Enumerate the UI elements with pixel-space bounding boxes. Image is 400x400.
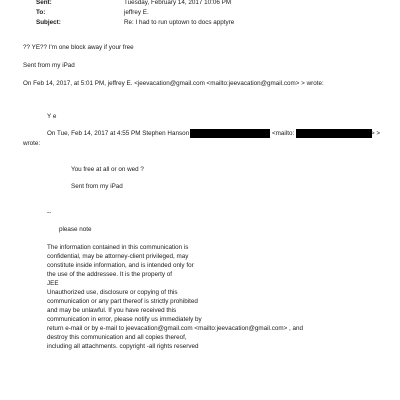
- to-value: jeffrey E.: [124, 9, 149, 16]
- sent-label: Sent:: [36, 0, 52, 6]
- disclaimer-line: communication in error, please notify us immediately by: [47, 316, 202, 323]
- disclaimer-line: Unauthorized use, disclosure or copying of this: [47, 289, 178, 296]
- redaction-bar: [190, 129, 270, 138]
- disclaimer-line: The information contained in this communication is: [47, 244, 189, 251]
- quote2-question: You free at all or on wed ?: [71, 166, 144, 173]
- disclaimer-line: the use of the addressee. It is the property of: [47, 271, 172, 278]
- quote1-text: Y e: [47, 113, 57, 120]
- reply-text: ?? YE?? I'm one block away if your free: [23, 44, 134, 51]
- reply-sent-from: Sent from my iPad: [23, 62, 75, 69]
- disclaimer-line: JEE: [47, 280, 59, 287]
- separator: --: [47, 209, 52, 216]
- disclaimer-line: constitute inside information, and is intended only for: [47, 262, 194, 269]
- subject-label: Subject:: [36, 19, 61, 26]
- redaction-bar: [296, 129, 372, 138]
- disclaimer-line: communication or any part thereof is strictly prohibited: [47, 298, 198, 305]
- disclaimer-line: confidential, may be attorney-client privileged, may: [47, 253, 189, 260]
- quote1-header: On Feb 14, 2017, at 5:01 PM, jeffrey E. <jeevacation@gmail.com <mailto:jeevacation@gmail.com> > wrote:: [23, 80, 324, 87]
- subject-value: Re: I had to run uptown to docs apptyre: [124, 19, 235, 26]
- disclaimer-line: return e-mail or by e-mail to jeevacation@gmail.com <mailto:jeevacation@gmail.com> , and: [47, 325, 304, 332]
- to-label: To:: [36, 9, 46, 16]
- quote2-mailto: <mailto:: [272, 130, 295, 137]
- quote2-wrote: wrote:: [23, 140, 41, 147]
- quote2-header-end: > >: [371, 130, 381, 137]
- please-note: please note: [59, 226, 92, 233]
- disclaimer-line: and may be unlawful. If you have received this: [47, 307, 177, 314]
- sent-value: Tuesday, February 14, 2017 10:06 PM: [124, 0, 232, 6]
- quote2-header-start: On Tue, Feb 14, 2017 at 4:55 PM Stephen Hanson: [47, 130, 190, 137]
- quote2-sent-from: Sent from my iPad: [71, 183, 123, 190]
- disclaimer-line: including all attachments. copyright -all rights reserved: [47, 343, 199, 350]
- disclaimer-line: destroy this communication and all copies thereof,: [47, 334, 187, 341]
